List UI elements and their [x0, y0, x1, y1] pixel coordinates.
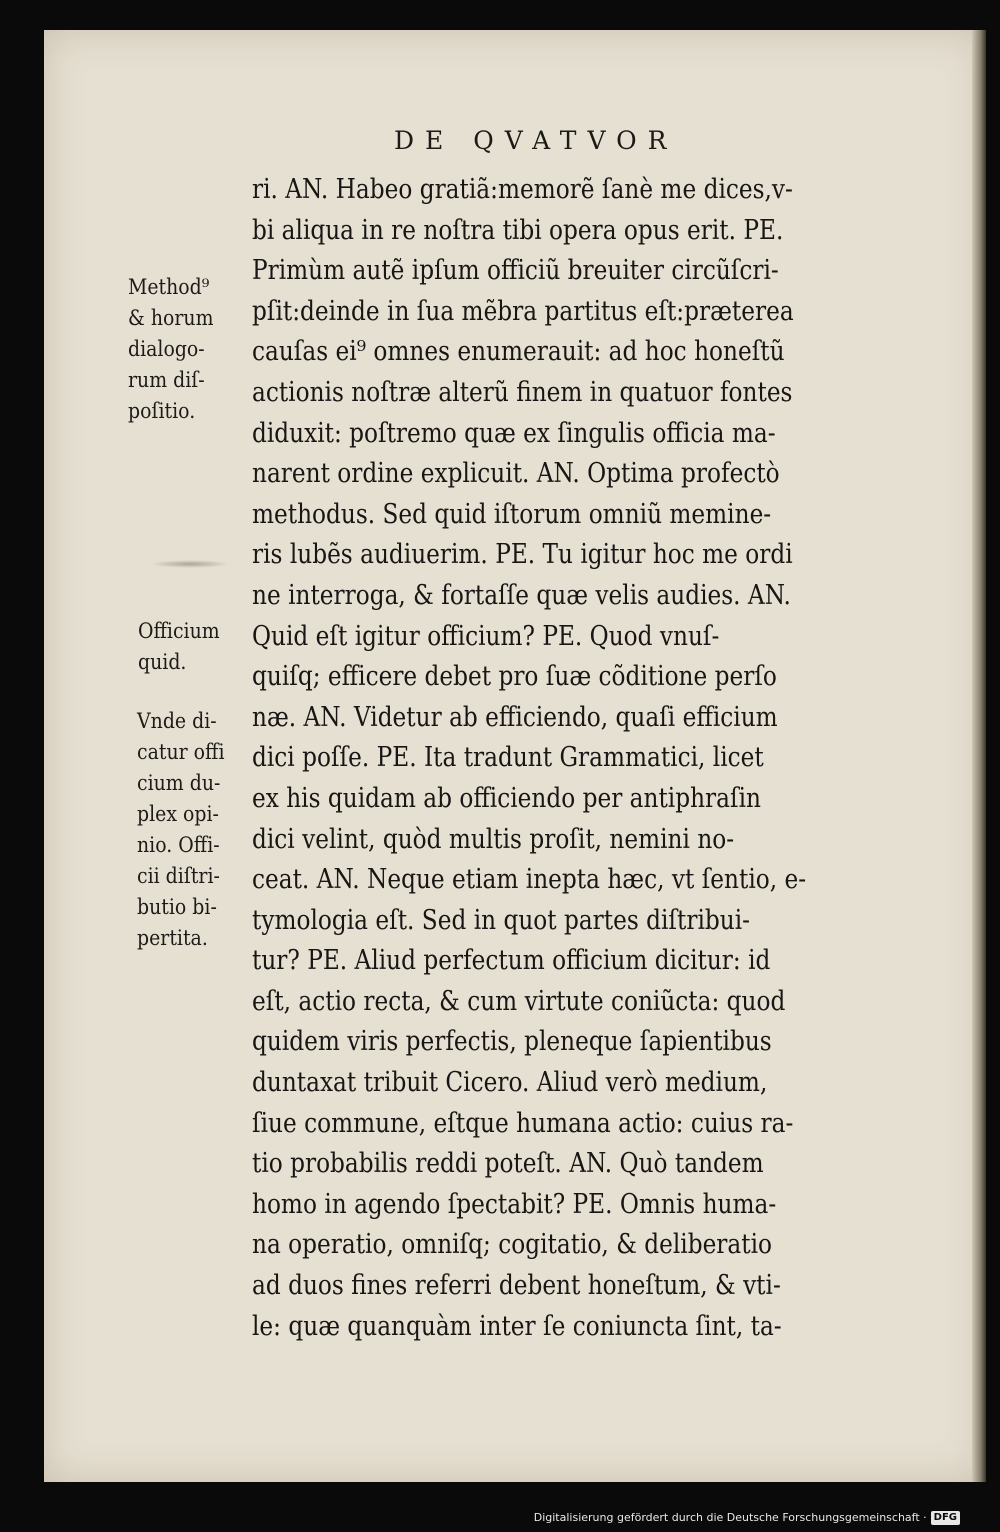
marginal-note-line: Vnde di-	[137, 709, 217, 733]
text-line: ri. AN. Habeo gratiã:memorẽ ſanè me dices,v-	[252, 174, 793, 205]
marginal-note-line: poſitio.	[128, 399, 196, 423]
text-line: ris lubẽs audiuerim. PE. Tu igitur hoc me ordi	[252, 539, 793, 571]
text-line: quidem viris perfectis, pleneque ſapientibus	[252, 1026, 772, 1058]
text-line: na operatio, omniſq; cogitatio, & deliberatio	[252, 1229, 772, 1261]
text-line: homo in agendo ſpectabit? PE. Omnis huma-	[252, 1188, 777, 1220]
text-line: dici poſſe. PE. Ita tradunt Grammatici, licet	[252, 742, 764, 774]
text-line: pſit:deinde in ſua mẽbra partitus eſt:præterea	[252, 295, 794, 327]
marginal-note-method	[128, 272, 214, 427]
marginal-note-line: quid.	[138, 650, 187, 674]
text-line: tio probabilis reddi poteſt. AN. Quò tandem	[252, 1148, 764, 1180]
text-line: ſiue commune, eſtque humana actio: cuius ra-	[252, 1107, 794, 1139]
text-line: ne interroga, & fortaſſe quæ velis audies. AN.	[252, 579, 791, 611]
marginal-note-line: plex opi-	[137, 802, 219, 826]
marginal-note-line: & horum	[128, 306, 214, 330]
text-line: le: quæ quanquàm inter ſe coniuncta ſint, ta-	[252, 1310, 782, 1342]
text-line: dici velint, quòd multis proſit, nemini no-	[252, 823, 735, 855]
text-line: cauſas ei⁹ omnes enumerauit: ad hoc honeſtũ	[252, 336, 785, 368]
page-gutter	[972, 30, 986, 1482]
text-line: næ. AN. Videtur ab efficiendo, quaſi efficium	[252, 701, 778, 733]
ink-smudge	[150, 560, 230, 568]
marginal-note-vnde	[137, 706, 225, 954]
text-line: tur? PE. Aliud perfectum officium dicitur: id	[252, 945, 771, 977]
main-text-block	[252, 170, 932, 1347]
text-line: duntaxat tribuit Cicero. Aliud verò medium,	[252, 1067, 768, 1099]
marginal-note-line: butio bi-	[137, 895, 217, 919]
text-line: narent ordine explicuit. AN. Optima profectò	[252, 458, 780, 490]
running-head: DE QVATVOR	[394, 126, 678, 155]
funding-credit: Digitalisierung gefördert durch die Deutsche Forschungsgemeinschaft ·	[533, 1511, 927, 1524]
dfg-logo: DFG	[931, 1511, 960, 1525]
marginal-note-officium	[138, 616, 220, 678]
text-line: methodus. Sed quid iſtorum omniũ memine-	[252, 498, 772, 530]
text-line: ex his quidam ab officiendo per antiphraſin	[252, 782, 761, 814]
text-line: Quid eſt igitur officium? PE. Quod vnuſ-	[252, 620, 720, 652]
text-line: ad duos fines referri debent honeſtum, & vti-	[252, 1270, 781, 1302]
marginal-note-line: Officium	[138, 619, 220, 643]
digitization-footer	[534, 1508, 960, 1528]
text-line: eſt, actio recta, & cum virtute coniũcta: quod	[252, 985, 786, 1017]
marginal-note-line: catur offi	[137, 740, 225, 764]
text-line: quiſq; efficere debet pro ſuæ cõditione perſo	[252, 661, 777, 693]
text-line: ceat. AN. Neque etiam inepta hæc, vt ſentio, e-	[252, 864, 807, 896]
marginal-note-line: nio. Offi-	[137, 833, 220, 857]
marginal-note-line: cium du-	[137, 771, 221, 795]
marginal-note-line: cii diſtri-	[137, 864, 220, 888]
marginal-note-line: pertita.	[137, 926, 208, 950]
marginal-note-line: dialogo-	[128, 337, 205, 361]
text-line: diduxit: poſtremo quæ ex ſingulis officia ma-	[252, 417, 776, 449]
marginal-note-line: Method⁹	[128, 275, 210, 299]
text-line: tymologia eſt. Sed in quot partes diſtribui-	[252, 904, 750, 936]
text-line: Primùm autẽ ipſum officiũ breuiter circũſcri-	[252, 255, 779, 287]
text-line: bi aliqua in re noſtra tibi opera opus erit. PE.	[252, 214, 784, 246]
marginal-note-line: rum diſ-	[128, 368, 205, 392]
text-line: actionis noſtræ alterũ finem in quatuor fontes	[252, 376, 793, 408]
